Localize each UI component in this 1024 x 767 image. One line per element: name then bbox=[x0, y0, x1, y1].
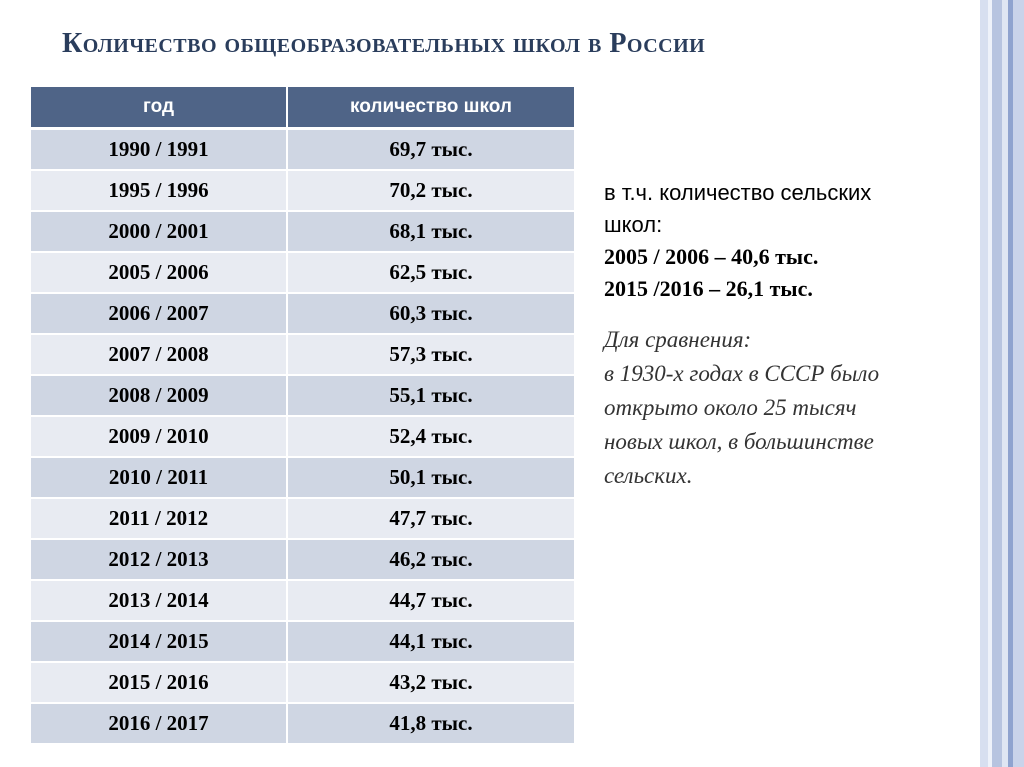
compare-line-1: в 1930-х годах в СССР было bbox=[604, 361, 880, 386]
school-count-cell: 46,2 тыс. bbox=[287, 539, 575, 580]
year-cell: 2009 / 2010 bbox=[31, 416, 287, 457]
decorative-stripe bbox=[980, 0, 988, 767]
table-row bbox=[31, 293, 575, 334]
year-cell: 2012 / 2013 bbox=[31, 539, 287, 580]
rural-intro-line-2: школ: bbox=[604, 212, 663, 237]
year-cell: 2014 / 2015 bbox=[31, 621, 287, 662]
decorative-stripe bbox=[992, 0, 1002, 767]
column-header-year: год bbox=[31, 87, 287, 129]
year-cell: 2013 / 2014 bbox=[31, 580, 287, 621]
column-header-count: количество школ bbox=[287, 87, 575, 129]
school-count-cell: 57,3 тыс. bbox=[287, 334, 575, 375]
rural-intro-line-1: в т.ч. количество сельских bbox=[604, 180, 872, 205]
year-cell: 1995 / 1996 bbox=[31, 170, 287, 211]
table-header-row bbox=[31, 87, 575, 129]
school-count-cell: 52,4 тыс. bbox=[287, 416, 575, 457]
decorative-stripe bbox=[1013, 0, 1024, 767]
table-row bbox=[31, 252, 575, 293]
compare-line-4: сельских. bbox=[604, 463, 693, 488]
year-cell: 2000 / 2001 bbox=[31, 211, 287, 252]
year-cell: 1990 / 1991 bbox=[31, 129, 287, 171]
schools-table bbox=[31, 87, 576, 745]
school-count-cell: 44,7 тыс. bbox=[287, 580, 575, 621]
table-row bbox=[31, 457, 575, 498]
year-cell: 2015 / 2016 bbox=[31, 662, 287, 703]
school-count-cell: 43,2 тыс. bbox=[287, 662, 575, 703]
school-count-cell: 69,7 тыс. bbox=[287, 129, 575, 171]
table-row bbox=[31, 334, 575, 375]
table-row bbox=[31, 498, 575, 539]
table-row bbox=[31, 211, 575, 252]
year-cell: 2006 / 2007 bbox=[31, 293, 287, 334]
school-count-cell: 41,8 тыс. bbox=[287, 703, 575, 744]
table-row bbox=[31, 170, 575, 211]
school-count-cell: 70,2 тыс. bbox=[287, 170, 575, 211]
compare-line-2: открыто около 25 тысяч bbox=[604, 395, 857, 420]
table-body bbox=[31, 129, 575, 745]
rural-2005-value: 2005 / 2006 – 40,6 тыс. bbox=[604, 244, 819, 269]
school-count-cell: 47,7 тыс. bbox=[287, 498, 575, 539]
slide-title: Количество общеобразовательных школ в России bbox=[62, 28, 706, 59]
school-count-cell: 44,1 тыс. bbox=[287, 621, 575, 662]
table-row bbox=[31, 539, 575, 580]
school-count-cell: 50,1 тыс. bbox=[287, 457, 575, 498]
table-row bbox=[31, 375, 575, 416]
table-row bbox=[31, 580, 575, 621]
year-cell: 2016 / 2017 bbox=[31, 703, 287, 744]
compare-line-3: новых школ, в большинстве bbox=[604, 429, 874, 454]
table-row bbox=[31, 703, 575, 744]
table-row bbox=[31, 416, 575, 457]
year-cell: 2005 / 2006 bbox=[31, 252, 287, 293]
school-count-cell: 60,3 тыс. bbox=[287, 293, 575, 334]
table-row bbox=[31, 662, 575, 703]
compare-heading: Для сравнения: bbox=[604, 327, 752, 352]
school-count-cell: 68,1 тыс. bbox=[287, 211, 575, 252]
year-cell: 2010 / 2011 bbox=[31, 457, 287, 498]
school-count-cell: 62,5 тыс. bbox=[287, 252, 575, 293]
year-cell: 2007 / 2008 bbox=[31, 334, 287, 375]
year-cell: 2008 / 2009 bbox=[31, 375, 287, 416]
year-cell: 2011 / 2012 bbox=[31, 498, 287, 539]
table-row bbox=[31, 129, 575, 171]
table-row bbox=[31, 621, 575, 662]
side-notes bbox=[604, 177, 974, 493]
school-count-cell: 55,1 тыс. bbox=[287, 375, 575, 416]
rural-2015-value: 2015 /2016 – 26,1 тыс. bbox=[604, 276, 813, 301]
